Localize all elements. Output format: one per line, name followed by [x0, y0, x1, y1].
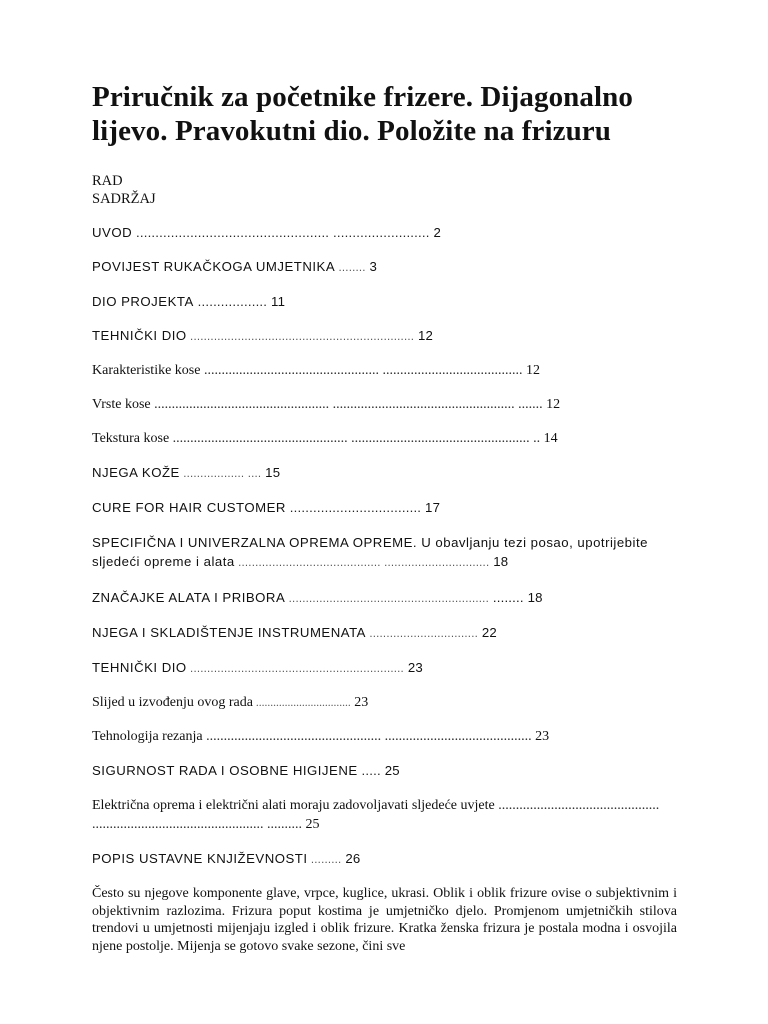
- toc-entry-page: 17: [421, 500, 441, 515]
- toc-entry-label: Električna oprema i električni alati moraju zadovoljavati sljedeće uvjete: [92, 798, 495, 813]
- toc-entry-label: DIO PROJEKTA: [92, 294, 194, 309]
- toc-entry-label: UVOD: [92, 225, 133, 240]
- document-page: [92, 80, 677, 969]
- toc-entry: [92, 396, 677, 414]
- toc-entry-label: ZNAČAJKE ALATA I PRIBORA: [92, 590, 286, 605]
- toc-entry-label: Vrste kose: [92, 397, 151, 412]
- toc-entry: [92, 659, 677, 678]
- toc-entry-label: SPECIFIČNA I UNIVERZALNA OPREMA OPREME. U obavljanju tezi posao, upotrijebite sljedeći opreme i alata: [92, 535, 648, 569]
- toc-entry-leader: ................................: [365, 628, 478, 640]
- toc-entry: [92, 533, 677, 573]
- toc-entry-label: TEHNIČKI DIO: [92, 660, 187, 675]
- toc-entry-label: NJEGA KOŽE: [92, 465, 180, 480]
- body-paragraph: Često su njegove komponente glave, vrpce, kuglice, ukrasi. Oblik i oblik frizure ovise o subjektivnim i objektivnim razlozima. Frizura poput kostima je umjetničko djelo. Promjenom umjetničkih stilova trendovi u umjetnosti mijenjaju izgled i oblik frizure. Kratka ženska frizura je postala modna i osvojila njene postolje. Mijenja se gotovo svake sezone, čini sve: [92, 886, 677, 954]
- toc-entry: [92, 464, 677, 483]
- toc-entry-leader: ...............................................................: [186, 663, 404, 675]
- toc-entry-page: 22: [478, 625, 497, 640]
- toc-entry-leader: ...........................................................: [285, 593, 489, 605]
- toc-entry-leader: ..................................................................: [186, 331, 415, 343]
- toc-entry: [92, 499, 677, 517]
- toc-entry-leader: .........: [307, 854, 342, 866]
- toc-entry: [92, 430, 677, 448]
- toc-entry-leader: .................................................. ........................................: [200, 363, 523, 378]
- toc-entry: [92, 624, 677, 643]
- toc-entry-page: 25: [302, 817, 320, 832]
- document-title: Priručnik za početnike frizere. Dijagonalno lijevo. Pravokutni dio. Položite na frizuru: [92, 81, 633, 147]
- toc-entry-label: Slijed u izvođenju ovog rada: [92, 695, 253, 710]
- toc-entry-leader: .......................................... ...............................: [234, 557, 490, 569]
- toc-entry: [92, 258, 677, 277]
- toc-entry-page: 12: [414, 328, 434, 343]
- toc-entry-label: NJEGA I SKLADIŠTENJE INSTRUMENATA: [92, 625, 366, 640]
- toc-entry-leader: .....: [357, 763, 381, 778]
- toc-entry-page: 2: [429, 225, 442, 240]
- toc-entry-leader: .................................................. ................................................... ..: [169, 431, 541, 446]
- toc-entry-page: 26: [341, 851, 361, 866]
- toc-entry: [92, 362, 677, 380]
- toc-entry-label: SIGURNOST RADA I OSOBNE HIGIJENE: [92, 763, 358, 778]
- toc-entry-leader: ........: [335, 262, 366, 274]
- toc-entry-leader: .............................................. ................................................. ..........: [92, 798, 660, 832]
- toc-entry-leader: ..................................: [285, 500, 422, 515]
- toc-entry-leader: .................................................. ..........................................: [202, 729, 532, 744]
- toc-entry-page: ........ 18: [488, 590, 543, 605]
- toc-entry-page: 23: [403, 660, 423, 675]
- toc-entry-page: 25: [380, 763, 400, 778]
- contents-heading: SADRŽAJ: [92, 191, 156, 207]
- toc-entry-page: 14: [540, 431, 558, 446]
- toc-entry-leader: .................................................. .................................................... .......: [150, 397, 543, 412]
- toc-entry-page: 11: [267, 294, 286, 309]
- toc-entry-page: 23: [531, 729, 550, 744]
- toc-entry-label: POPIS USTAVNE KNJIŽEVNOSTI: [92, 851, 308, 866]
- toc-entry-label: Karakteristike kose: [92, 363, 201, 378]
- toc-entry-leader: .................................: [252, 697, 351, 709]
- toc-entry: [92, 293, 677, 311]
- toc-entry-page: 3: [365, 259, 378, 274]
- toc-entry-leader: .................................................. .........................: [132, 225, 430, 240]
- rad-label: RAD: [92, 173, 123, 189]
- toc-entry: [92, 796, 677, 834]
- toc-entry: [92, 762, 677, 780]
- toc-entry: [92, 850, 677, 869]
- toc-entry-label: TEHNIČKI DIO: [92, 328, 187, 343]
- toc-entry-label: POVIJEST RUKAČKOGA UMJETNIKA: [92, 259, 336, 274]
- toc-entry: [92, 589, 677, 608]
- toc-entry-page: 23: [350, 695, 369, 710]
- toc-entry-leader: ..................: [193, 294, 268, 309]
- toc-entry-label: Tekstura kose: [92, 431, 170, 446]
- toc-entry: [92, 694, 677, 712]
- toc-entry-page: 12: [522, 363, 540, 378]
- toc-entry: [92, 327, 677, 346]
- toc-entry: [92, 224, 677, 242]
- toc-entry-leader: .................. ....: [179, 468, 262, 480]
- table-of-contents: [92, 224, 677, 869]
- toc-entry-page: 12: [542, 397, 561, 412]
- toc-entry-page: 18: [489, 554, 509, 569]
- document-meta: [92, 172, 677, 208]
- toc-entry-label: CURE FOR HAIR CUSTOMER: [92, 500, 286, 515]
- toc-entry: [92, 728, 677, 746]
- toc-entry-label: Tehnologija rezanja: [92, 729, 203, 744]
- toc-entry-page: 15: [261, 465, 281, 480]
